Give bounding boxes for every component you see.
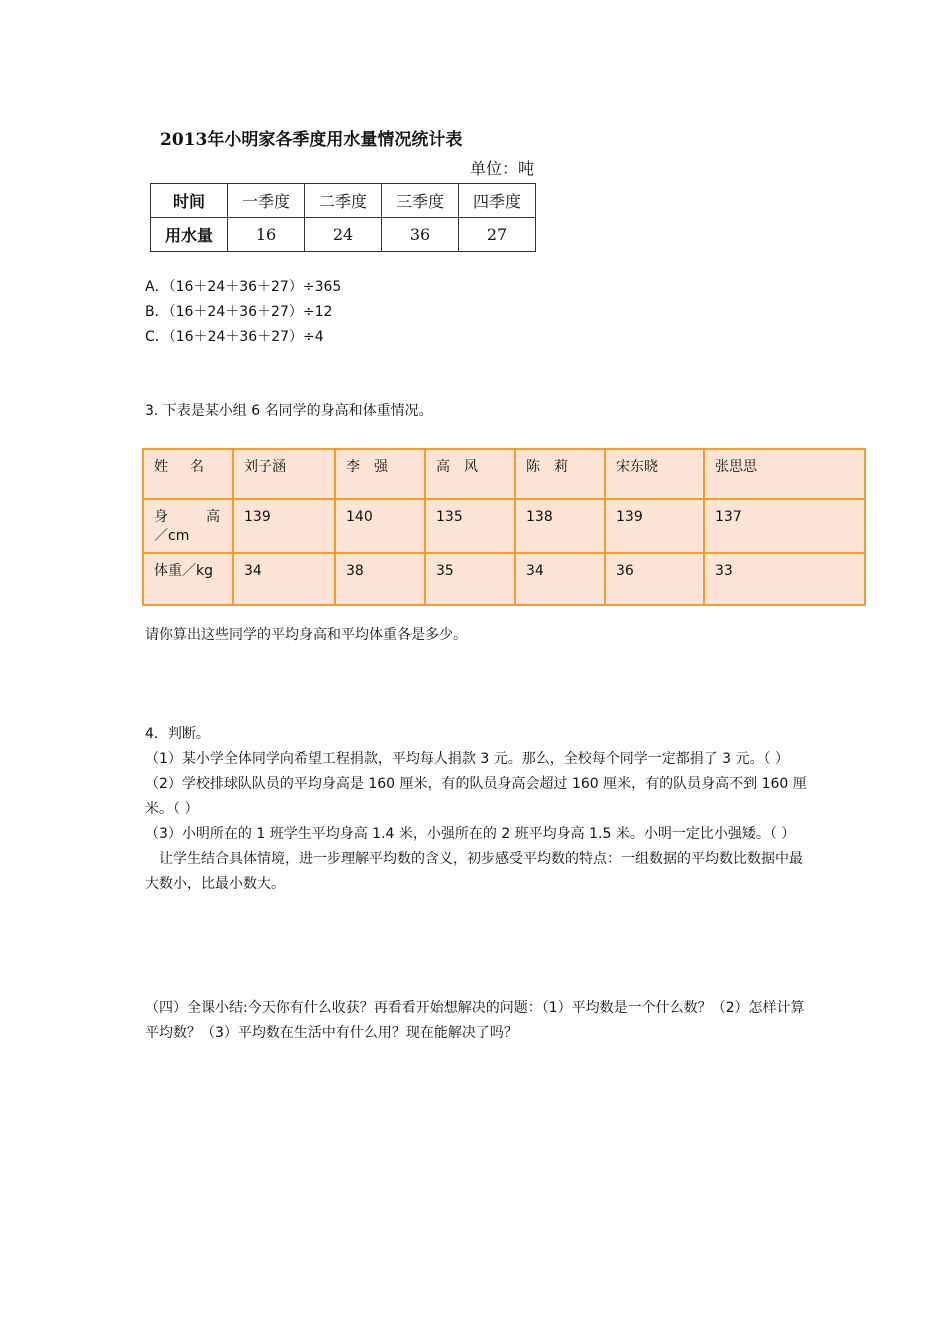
table-cell	[143, 449, 233, 499]
lesson-summary	[145, 996, 810, 1046]
table-cell: 38	[335, 553, 425, 605]
judgment-item-3: （3）小明所在的 1 班学生平均身高 1.4 米，小强所在的 2 班平均身高 1.5 米。小明一定比小强矮。（ ）	[145, 826, 796, 842]
table-row	[151, 184, 536, 218]
table-cell: 时间	[151, 184, 228, 218]
question-3-prompt: 3. 下表是某小组 6 名同学的身高和体重情况。	[145, 403, 433, 419]
table-cell: 宋东晓	[605, 449, 704, 499]
water-usage-table	[150, 183, 536, 252]
student-height-weight-table	[142, 448, 866, 606]
table-cell: 36	[382, 218, 459, 252]
water-usage-table-figure	[150, 125, 536, 252]
table-cell: 陈 莉	[515, 449, 605, 499]
table-cell: 高 风	[425, 449, 515, 499]
table-row	[143, 449, 865, 499]
table-cell: 16	[228, 218, 305, 252]
table-cell: 李 强	[335, 449, 425, 499]
table-cell: 139	[233, 499, 335, 553]
table-cell: 一季度	[228, 184, 305, 218]
teaching-note: 让学生结合具体情境，进一步理解平均数的含义，初步感受平均数的特点：一组数据的平均数比数据中最大数小，比最小数大。	[145, 851, 803, 892]
table-cell: 三季度	[382, 184, 459, 218]
table-cell: 27	[459, 218, 536, 252]
question-4-block	[145, 722, 810, 897]
option-a: A．（16＋24＋36＋27）÷365	[145, 279, 342, 295]
height-label-char: 高	[206, 509, 220, 525]
table-cell	[143, 499, 233, 553]
table-cell: 139	[605, 499, 704, 553]
water-table-unit: 单位：吨	[469, 159, 534, 178]
height-unit: ／cm	[154, 528, 190, 544]
table-cell: 24	[305, 218, 382, 252]
option-c: C．（16＋24＋36＋27）÷4	[145, 329, 324, 345]
table-cell: 36	[605, 553, 704, 605]
question-3-ask: 请你算出这些同学的平均身高和平均体重各是多少。	[145, 627, 467, 643]
table-cell: 张思思	[704, 449, 865, 499]
table-cell: 138	[515, 499, 605, 553]
table-cell: 用水量	[151, 218, 228, 252]
table-cell: 34	[233, 553, 335, 605]
table-row	[143, 553, 865, 605]
table-cell: 34	[515, 553, 605, 605]
table-cell: 140	[335, 499, 425, 553]
table-row	[143, 499, 865, 553]
judgment-item-1: （1）某小学全体同学向希望工程捐款，平均每人捐款 3 元。那么，全校每个同学一定都捐了 3 元。（ ）	[145, 751, 789, 767]
name-label-char: 名	[190, 459, 204, 475]
table-cell: 33	[704, 553, 865, 605]
table-cell: 二季度	[305, 184, 382, 218]
table-cell: 135	[425, 499, 515, 553]
height-label-char: 身	[154, 509, 168, 525]
table-cell: 四季度	[459, 184, 536, 218]
summary-text: （四）全课小结:今天你有什么收获？再看看开始想解决的问题：（1）平均数是一个什么数？（2）怎样计算平均数？（3）平均数在生活中有什么用？现在能解决了吗？	[145, 1000, 805, 1041]
table-cell: 137	[704, 499, 865, 553]
judgment-item-2: （2）学校排球队队员的平均身高是 160 厘米，有的队员身高会超过 160 厘米，有的队员身高不到 160 厘米。（ ）	[145, 776, 807, 817]
name-label-char: 姓	[154, 459, 168, 475]
table-cell: 体重／kg	[143, 553, 233, 605]
table-row	[151, 218, 536, 252]
water-table-title: 2013年小明家各季度用水量情况统计表	[160, 130, 463, 150]
table-cell: 35	[425, 553, 515, 605]
option-b: B．（16＋24＋36＋27）÷12	[145, 304, 333, 320]
table-cell: 刘子涵	[233, 449, 335, 499]
question-4-title: 4．判断。	[145, 726, 210, 742]
